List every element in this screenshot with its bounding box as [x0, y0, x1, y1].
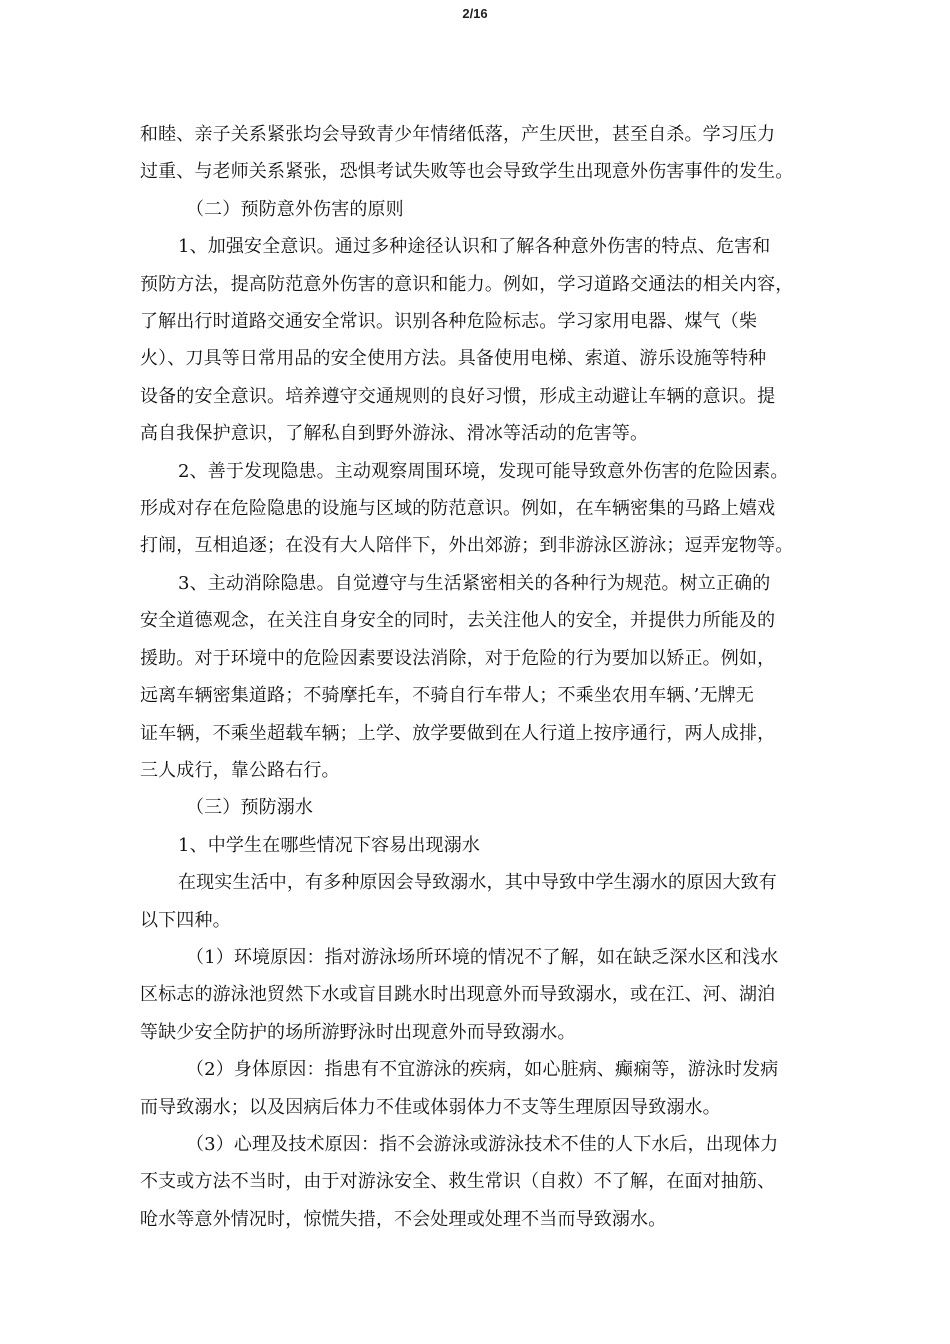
text-line: （3）心理及技术原因：指不会游泳或游泳技术不佳的人下水后，出现体力	[186, 1133, 779, 1155]
text-line: 安全道德观念，在关注自身安全的同时，去关注他人的安全，并提供力所能及的	[140, 610, 776, 632]
text-line: 火）、刀具等日常用品的安全使用方法。具备使用电梯、索道、游乐设施等特种	[140, 348, 767, 370]
text-line: 过重、与老师关系紧张，恐惧考试失败等也会导致学生出现意外伤害事件的发生。	[140, 161, 794, 183]
text-line: 1、加强安全意识。通过多种途径认识和了解各种意外伤害的特点、危害和	[178, 236, 771, 258]
text-line: 2、善于发现隐患。主动观察周围环境，发现可能导致意外伤害的危险因素。	[178, 460, 789, 482]
text-line: 设备的安全意识。培养遵守交通规则的良好习惯，形成主动避让车辆的意识。提	[140, 385, 776, 407]
text-line: （三）预防溺水	[186, 797, 314, 819]
text-line: 三人成行，靠公路右行。	[140, 759, 340, 781]
text-line: 了解出行时道路交通安全常识。识别各种危险标志。学习家用电器、煤气（柴	[140, 311, 758, 333]
text-line: 不支或方法不当时，由于对游泳安全、救生常识（自救）不了解，在面对抽筋、	[140, 1171, 776, 1193]
text-line: 远离车辆密集道路；不骑摩托车，不骑自行车带人；不乘坐农用车辆、’无牌无	[140, 685, 754, 707]
text-line: （2）身体原因：指患有不宜游泳的疾病，如心脏病、癫痫等，游泳时发病	[186, 1059, 779, 1081]
text-line: 以下四种。	[140, 909, 231, 931]
text-line: 预防方法，提高防范意外伤害的意识和能力。例如，学习道路交通法的相关内容，	[140, 273, 794, 295]
text-line: 打闹，互相追逐；在没有大人陪伴下，外出郊游；到非游泳区游泳；逗弄宠物等。	[140, 535, 794, 557]
text-line: 在现实生活中，有多种原因会导致溺水，其中导致中学生溺水的原因大致有	[178, 872, 777, 894]
text-line: 1、中学生在哪些情况下容易出现溺水	[178, 834, 481, 856]
text-line: 呛水等意外情况时，惊慌失措，不会处理或处理不当而导致溺水。	[140, 1208, 667, 1230]
text-line: 和睦、亲子关系紧张均会导致青少年情绪低落，产生厌世，甚至自杀。学习压力	[140, 124, 776, 145]
text-line: 高自我保护意识，了解私自到野外游泳、滑冰等活动的危害等。	[140, 423, 649, 445]
text-line: 援助。对于环境中的危险因素要设法消除，对于危险的行为要加以矫正。例如，	[140, 647, 776, 669]
text-line: （二）预防意外伤害的原则	[186, 198, 404, 220]
document-body	[140, 116, 820, 1238]
page-number: 2/16	[462, 6, 488, 21]
text-line: 等缺少安全防护的场所游野泳时出现意外而导致溺水。	[140, 1021, 576, 1043]
text-line: 而导致溺水；以及因病后体力不佳或体弱体力不支等生理原因导致溺水。	[140, 1096, 721, 1118]
text-line: 区标志的游泳池贸然下水或盲目跳水时出现意外而导致溺水，或在江、河、湖泊	[140, 984, 776, 1006]
text-line: 形成对存在危险隐患的设施与区域的防范意识。例如，在车辆密集的马路上嬉戏	[140, 498, 776, 520]
text-line: （1）环境原因：指对游泳场所环境的情况不了解，如在缺乏深水区和浅水	[186, 946, 779, 968]
text-line: 证车辆，不乘坐超载车辆；上学、放学要做到在人行道上按序通行，两人成排，	[140, 722, 776, 744]
text-line: 3、主动消除隐患。自觉遵守与生活紧密相关的各种行为规范。树立正确的	[178, 572, 771, 594]
